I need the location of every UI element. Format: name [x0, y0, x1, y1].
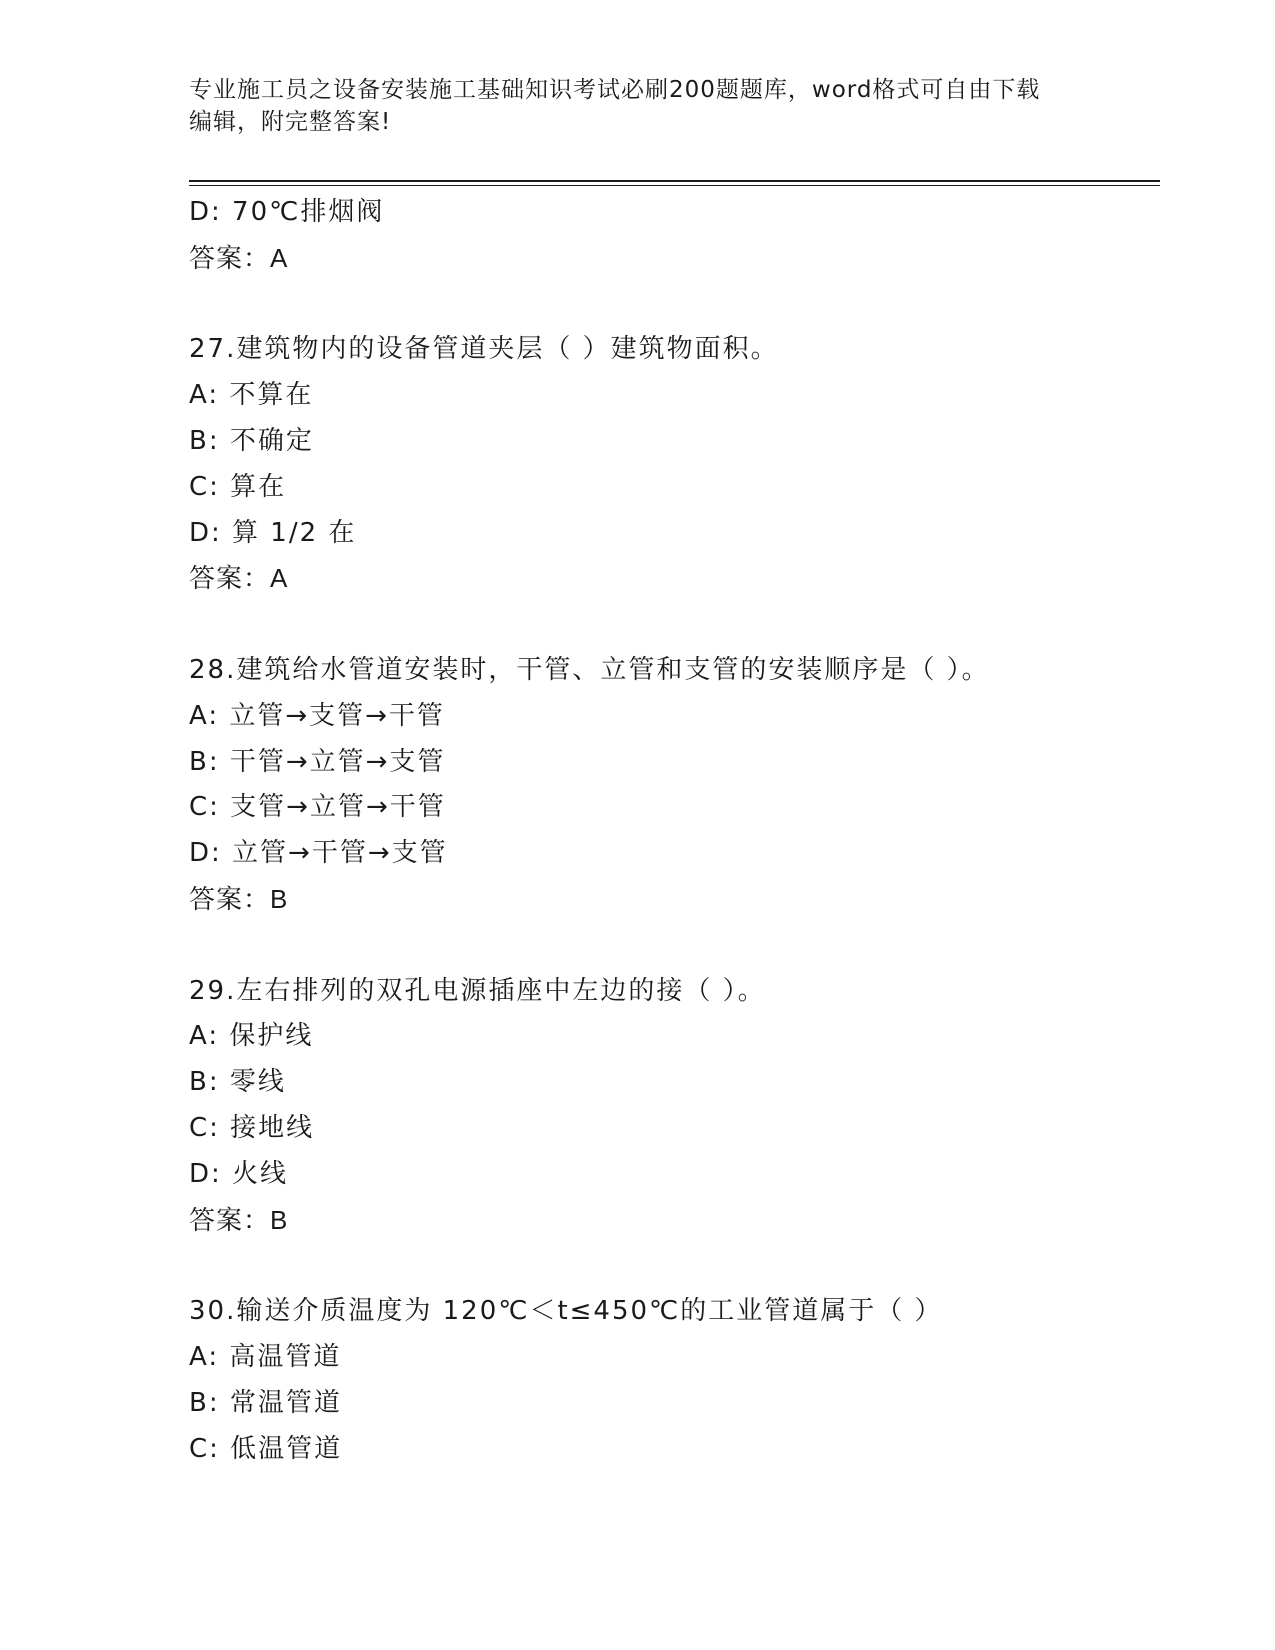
- header-line-1: 专业施工员之设备安装施工基础知识考试必刷200题题库，word格式可自由下载: [189, 77, 1041, 103]
- header-rule-thin: [189, 185, 1160, 186]
- question-list: [189, 190, 1160, 1472]
- option-d: D: 火线: [189, 1158, 289, 1189]
- answer: 答案：B: [189, 1204, 289, 1235]
- option-a: A: 不算在: [189, 380, 314, 411]
- spacer: [189, 923, 1160, 969]
- option-d: D: 立管→干管→支管: [189, 838, 448, 869]
- question-stem: 27.建筑物内的设备管道夹层（ ）建筑物面积。: [189, 334, 779, 365]
- option-b: B: 不确定: [189, 425, 314, 456]
- question-stem: 30.输送介质温度为 120℃＜t≤450℃的工业管道属于（ ）: [189, 1296, 943, 1327]
- prev-answer: 答案：A: [189, 242, 289, 273]
- spacer: [189, 282, 1160, 328]
- question-stem: 29.左右排列的双孔电源插座中左边的接（ ）。: [189, 975, 766, 1006]
- question-29: [189, 969, 1160, 1244]
- answer: 答案：B: [189, 883, 289, 914]
- option-d: D: 算 1/2 在: [189, 517, 357, 548]
- header-rule-thick: [189, 180, 1160, 182]
- header-line-2: 编辑，附完整答案!: [189, 109, 392, 135]
- option-c: C: 接地线: [189, 1112, 315, 1143]
- question-30: [189, 1289, 1160, 1472]
- answer: 答案：A: [189, 563, 289, 594]
- option-c: C: 低温管道: [189, 1433, 343, 1464]
- option-a: A: 立管→支管→干管: [189, 700, 445, 731]
- prev-option-d: D: 70℃排烟阀: [189, 197, 385, 227]
- option-b: B: 常温管道: [189, 1387, 342, 1418]
- option-c: C: 支管→立管→干管: [189, 792, 446, 823]
- spacer: [189, 602, 1160, 648]
- option-a: A: 高温管道: [189, 1341, 342, 1372]
- option-c: C: 算在: [189, 471, 287, 502]
- option-b: B: 零线: [189, 1067, 286, 1098]
- question-28: [189, 648, 1160, 923]
- question-27: [189, 327, 1160, 602]
- option-a: A: 保护线: [189, 1021, 314, 1052]
- question-stem: 28.建筑给水管道安装时，干管、立管和支管的安装顺序是（ ）。: [189, 654, 990, 685]
- page-header: [189, 74, 1089, 138]
- option-b: B: 干管→立管→支管: [189, 746, 446, 777]
- spacer: [189, 1243, 1160, 1289]
